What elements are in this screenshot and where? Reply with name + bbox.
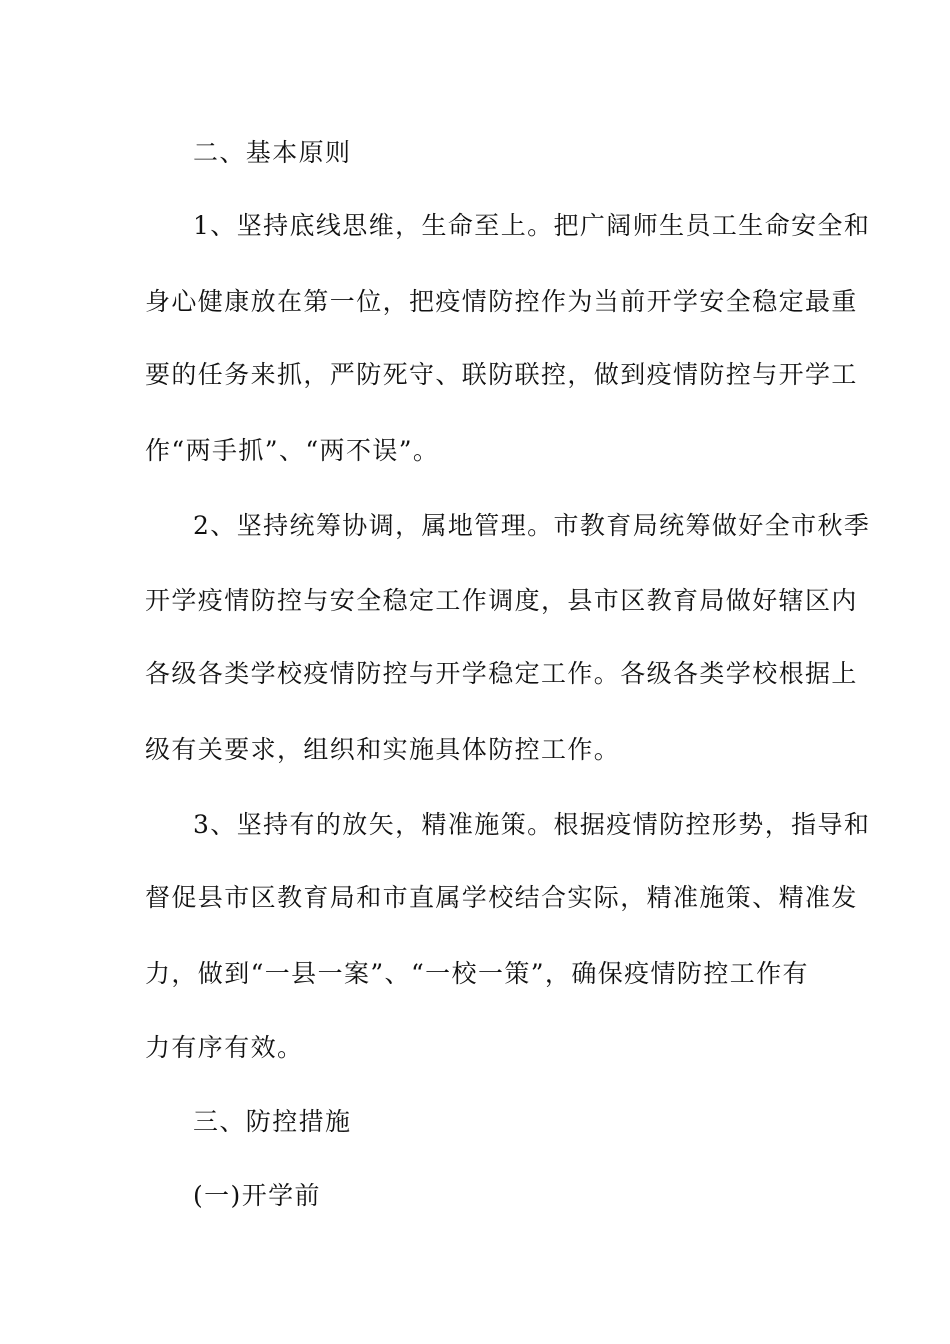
paragraph-2-line-3: 各级各类学校疫情防控与开学稳定工作。各级各类学校根据上 <box>145 659 858 688</box>
paragraph-3-line-4: 力有序有效。 <box>145 1033 304 1062</box>
paragraph-3-line-2: 督促县市区教育局和市直属学校结合实际，精准施策、精准发 <box>145 883 858 912</box>
paragraph-3-line-3: 力，做到“一县一案”、“一校一策”，确保疫情防控工作有 <box>145 959 809 988</box>
paragraph-1-line-3: 要的任务来抓，严防死守、联防联控，做到疫情防控与开学工 <box>145 360 858 389</box>
paragraph-1-line-1: 1、坚持底线思维，生命至上。把广阔师生员工生命安全和 <box>193 211 871 240</box>
paragraph-2-line-1: 2、坚持统筹协调，属地管理。市教育局统筹做好全市秋季 <box>193 511 871 540</box>
paragraph-2-line-4: 级有关要求，组织和实施具体防控工作。 <box>145 735 621 764</box>
paragraph-3-line-1: 3、坚持有的放矢，精准施策。根据疫情防控形势，指导和 <box>193 810 871 839</box>
section-heading-prevention-measures: 三、防控措施 <box>193 1107 352 1136</box>
paragraph-2-line-2: 开学疫情防控与安全稳定工作调度，县市区教育局做好辖区内 <box>145 586 858 615</box>
section-heading-basic-principles: 二、基本原则 <box>193 138 352 167</box>
subsection-heading-before-school: (一)开学前 <box>193 1181 321 1210</box>
paragraph-1-line-2: 身心健康放在第一位，把疫情防控作为当前开学安全稳定最重 <box>145 287 858 316</box>
paragraph-1-line-4: 作“两手抓”、“两不误”。 <box>145 436 440 465</box>
